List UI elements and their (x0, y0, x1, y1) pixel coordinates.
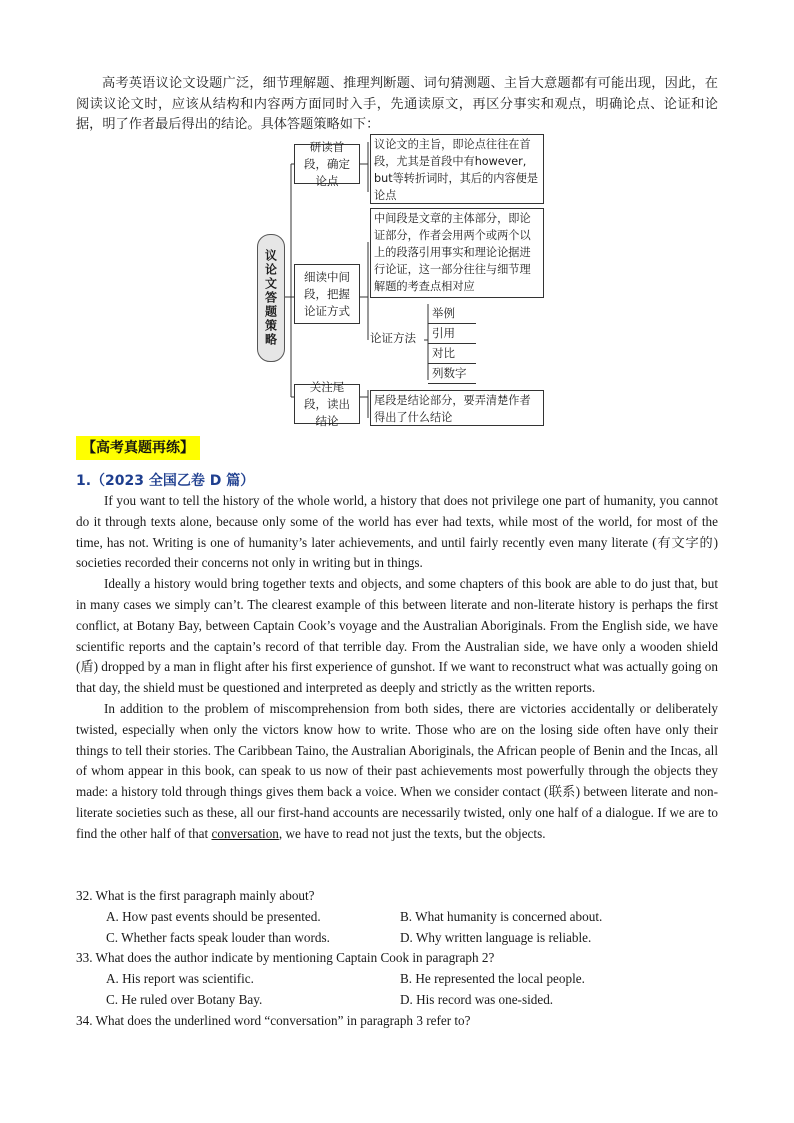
option-b[interactable]: B. What humanity is concerned about. (400, 908, 603, 924)
method-quotation: 引用 (428, 324, 476, 344)
strategy-mindmap (256, 132, 546, 428)
desc-middle-paragraphs: 中间段是文章的主体部分，即论证部分，作者会用两个或两个以上的段落引用事实和理论论据进行论证，这一部分往往与细节理解题的考查点相对应 (370, 208, 544, 298)
option-b[interactable]: B. He represented the local people. (400, 971, 585, 987)
question-33-options-row-2 (76, 990, 718, 1011)
method-contrast: 对比 (428, 344, 476, 364)
reading-passage (76, 491, 718, 845)
passage-paragraph-1: If you want to tell the history of the whole world, a history that does not privilege one part of humanity, you cannot do it through texts alone, because only some of the world has ever had texts, while most of the world, for most of the time, has not. Writing is one of humanity’s later achievements, and until fairly recently even many literate (有文字的) societies recorded their concerns not only in writing but in things. (76, 493, 718, 571)
question-title: 1.（2023 全国乙卷 D 篇） (76, 473, 255, 489)
question-32-options-row-2 (76, 928, 718, 949)
method-numbers: 列数字 (428, 364, 476, 384)
section-tag: 【高考真题再练】 (76, 436, 200, 460)
intro-paragraph (76, 74, 718, 136)
question-32-stem: 32. What is the first paragraph mainly about? (76, 888, 315, 903)
option-d[interactable]: D. Why written language is reliable. (400, 929, 592, 945)
underlined-word: conversation (211, 825, 279, 841)
question-33-options-row-1 (76, 969, 718, 990)
option-c[interactable]: C. Whether facts speak louder than words. (106, 929, 330, 945)
option-a[interactable]: A. How past events should be presented. (106, 908, 321, 924)
option-d[interactable]: D. His record was one-sided. (400, 991, 554, 1007)
desc-last-paragraph: 尾段是结论部分，要弄清楚作者得出了什么结论 (370, 390, 544, 426)
passage-paragraph-3 (76, 699, 718, 845)
option-c[interactable]: C. He ruled over Botany Bay. (106, 991, 263, 1007)
mindmap-root: 议论文答题策略 (257, 234, 285, 362)
question-list (76, 886, 718, 1032)
option-a[interactable]: A. His report was scientific. (106, 971, 254, 987)
desc-first-paragraph: 议论文的主旨，即论点往往在首段，尤其是首段中有however, but等转折词时，其后的内容便是论点 (370, 134, 544, 204)
passage-paragraph-2: Ideally a history would bring together texts and objects, and some chapters of this book are able to do just that, but in many cases we simply can’t. The clearest example of this between literate and non-literate history is perhaps the first conflict, at Botany Bay, between Captain Cook’s voyage and the Australian Aboriginals. From the English side, we have scientific reports and the captain’s record of that terrible day. From the Australian side, we have only a wooden shield (盾) dropped by a man in flight after his first experience of gunshot. If we want to reconstruct what was actually going on that day, the shield must be questioned and interpreted as deeply and strictly as the written reports. (76, 576, 718, 696)
argument-methods-label: 论证方法 (370, 331, 416, 345)
branch-first-paragraph: 研读首段，确定论点 (294, 144, 360, 184)
question-34-stem: 34. What does the underlined word “conversation” in paragraph 3 refer to? (76, 1012, 471, 1028)
branch-middle-paragraphs: 细读中间段，把握论证方式 (294, 264, 360, 324)
method-example: 举例 (428, 304, 476, 324)
paragraph-3-ending: , we have to read not just the texts, but the objects. (278, 825, 546, 841)
question-32-options-row-1 (76, 907, 718, 928)
paragraph-3-text: In addition to the problem of miscomprehension from both sides, there are victories accidentally or deliberately twisted, especially when only the victors know how to write. Those who are on the losing side often have only their things to tell their stories. The Caribbean Taino, the Australian Aboriginals, the African people of Benin and the Incas, all of whom appear in this book, can speak to us now of their past achievements most powerfully through the objects they made: a history told through things gives them back a voice. When we consider contact (联系) between literate and non-literate societies such as these, all our first-hand accounts are necessarily twisted, only one half of a dialogue. If we are to find the other half of that (76, 700, 718, 841)
branch-last-paragraph: 关注尾段，读出结论 (294, 384, 360, 424)
question-33-stem: 33. What does the author indicate by mentioning Captain Cook in paragraph 2? (76, 950, 495, 966)
intro-text: 高考英语议论文设题广泛，细节理解题、推理判断题、词句猜测题、主旨大意题都有可能出现，因此，在阅读议论文时，应该从结构和内容两方面同时入手，先通读原文，再区分事实和观点，明确论点、论证和论据，明了作者最后得出的结论。具体答题策略如下： (76, 76, 718, 132)
